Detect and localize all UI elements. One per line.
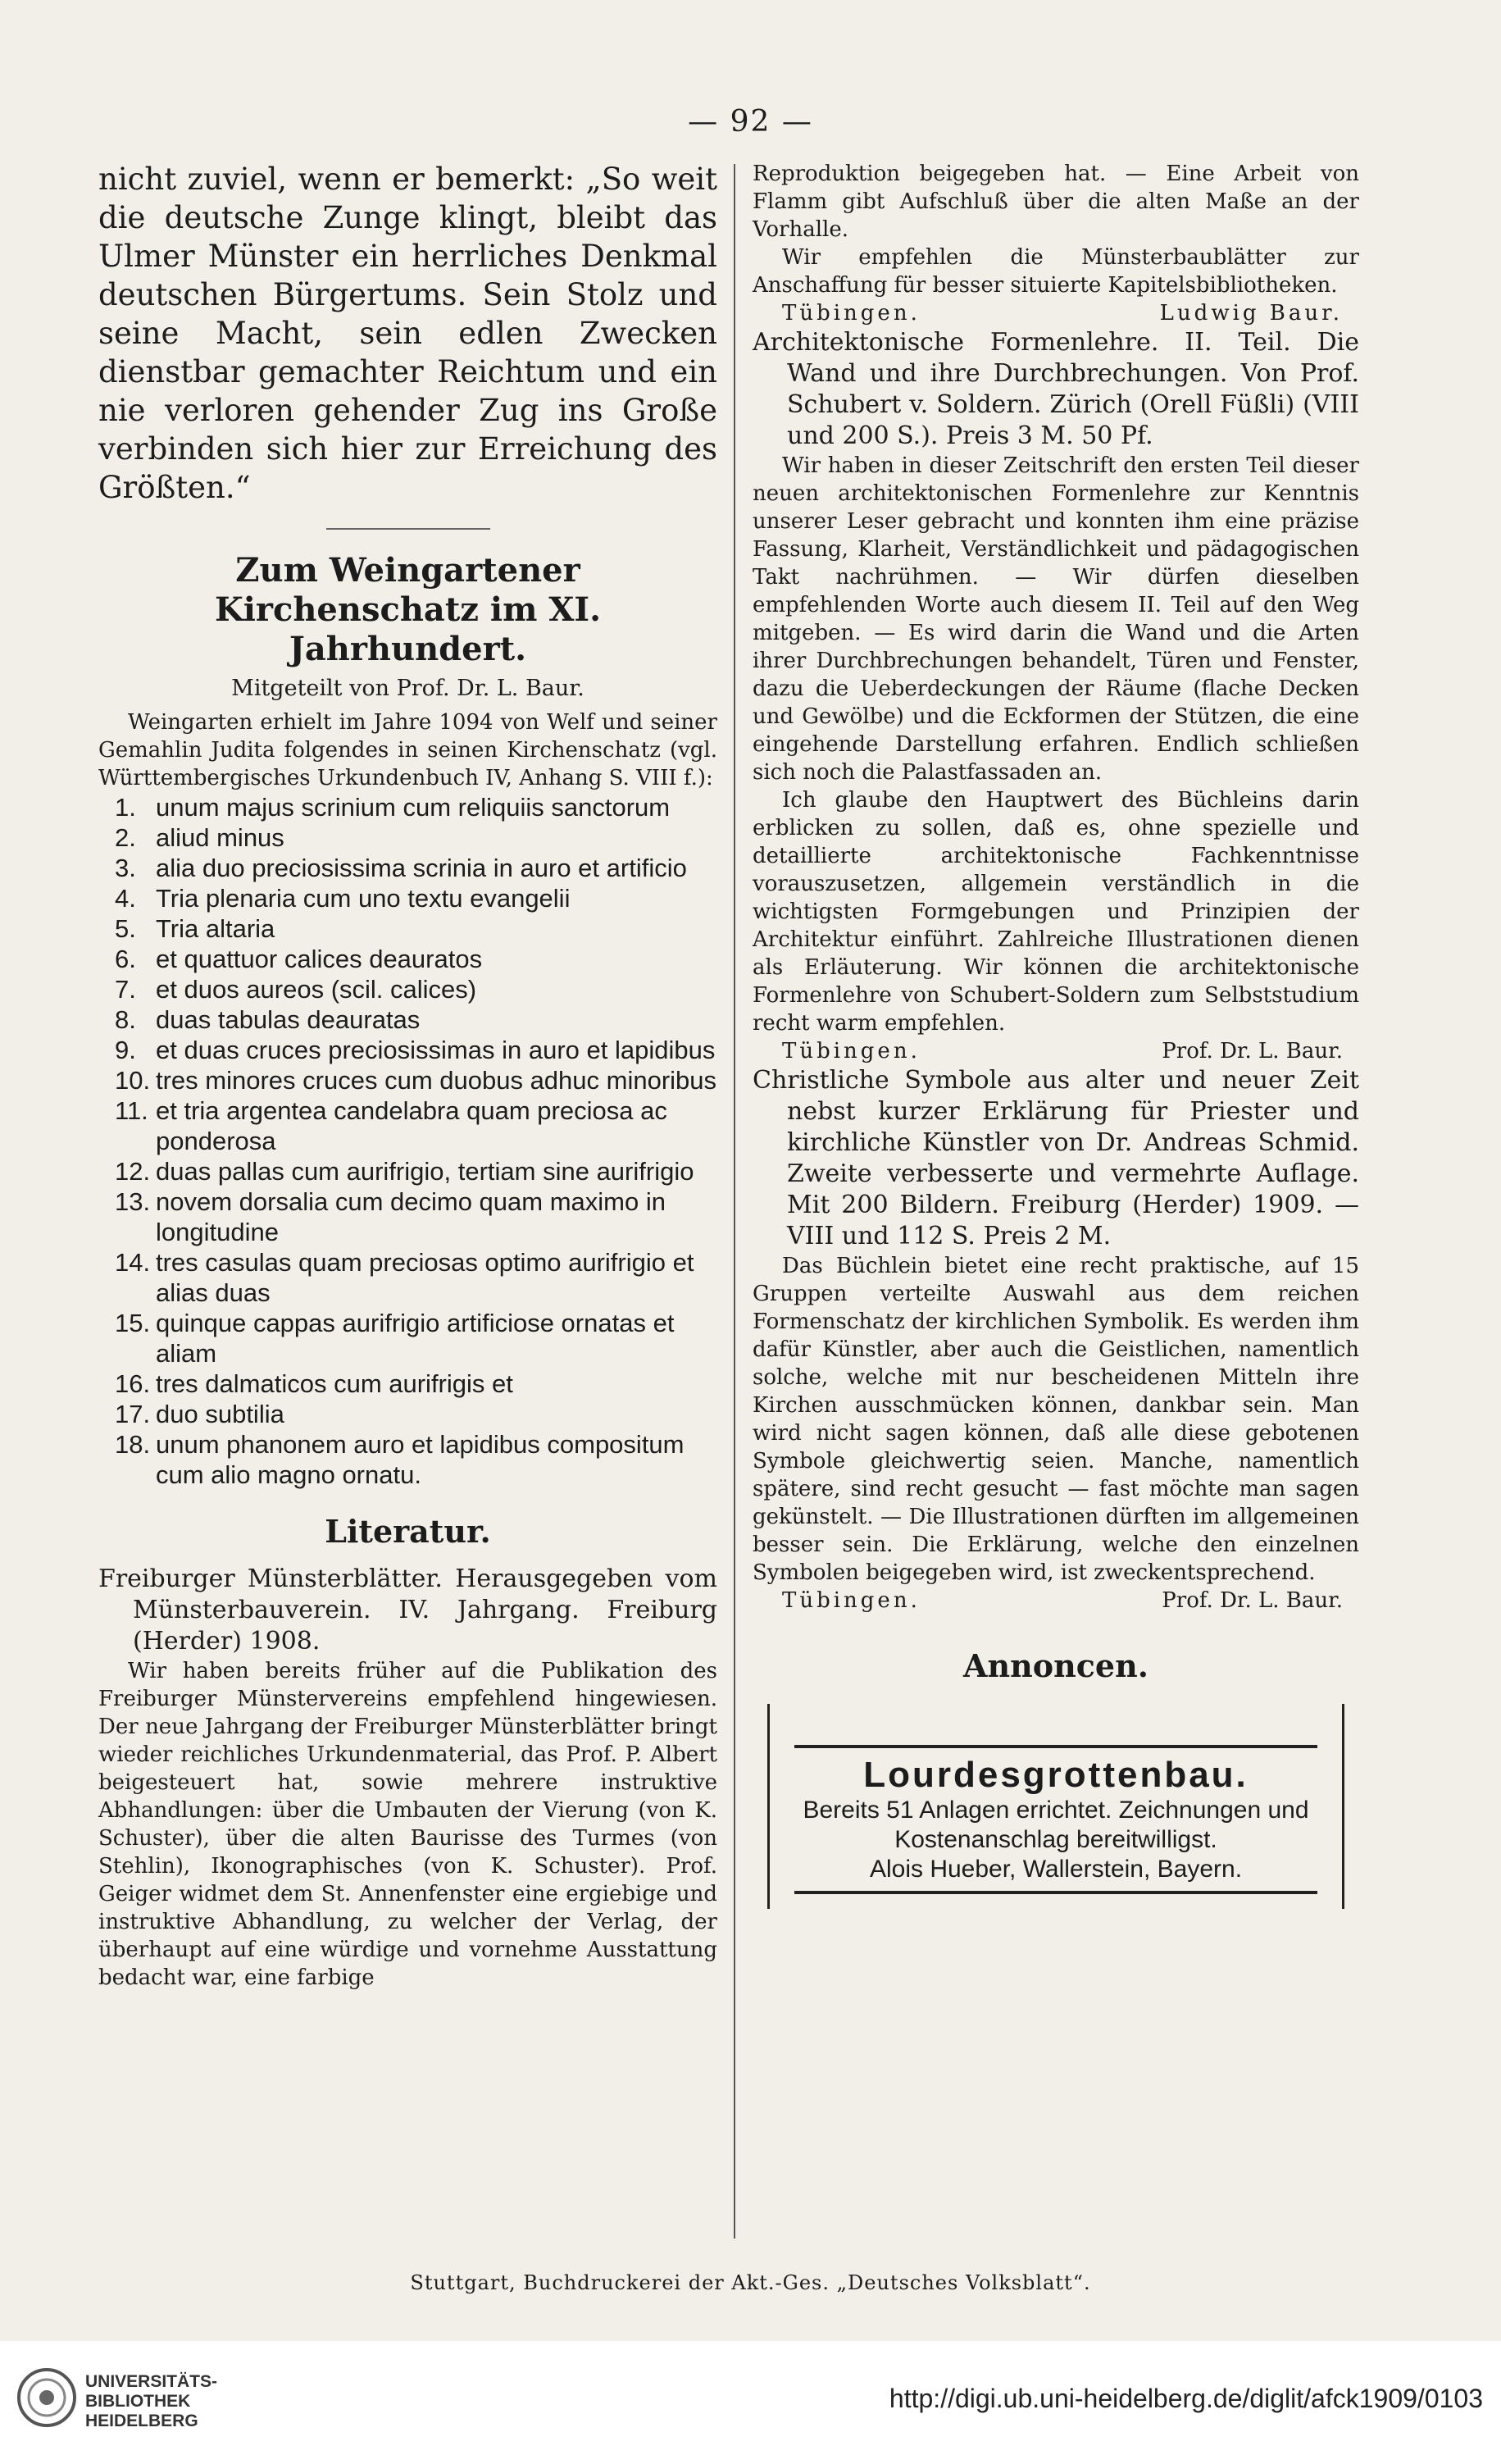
list-item-text: et quattuor calices deauratos [156, 945, 483, 973]
list-item-text: et duos aureos (scil. calices) [156, 975, 477, 1004]
ads-heading: Annoncen. [963, 1647, 1148, 1684]
list-item-number: 4. [115, 884, 136, 913]
review-body: Wir haben bereits früher auf die Publikation des Freiburger Münstervereins empfehlend hingewiesen. Der neue Jahrgang der Freiburger Münsterblätter bringt wieder reichliches Urkundenmaterial, das Prof. P. Albert beigesteuert hat, sowie mehrere instruktive Abhandlungen: über die Umbauten der Vierung (von K. Schuster), über die alten Baurisse des Turmes (von Stehlin), Ikonographisches (von K. Schuster). Prof. Geiger widmet dem St. Annenfenster eine ergiebige und instruktive Abhandlung, zu welcher der Verlag, der überhaupt auf eine würdige und vornehme Ausstattung bedacht war, eine farbige [98, 1659, 717, 1990]
list-item-number: 15. [115, 1309, 151, 1337]
list-item [98, 1095, 717, 1156]
article-title: Zum Weingartener Kirchenschatz im XI. Jahrhundert. [214, 551, 602, 668]
list-item-number: 12. [115, 1157, 151, 1186]
signature-name: Ludwig Baur. [1159, 301, 1343, 326]
list-item-text: duas tabulas deauratas [156, 1005, 421, 1034]
list-item-text: Tria altaria [156, 914, 275, 943]
list-item [98, 974, 717, 1004]
library-bar [0, 2341, 1501, 2464]
list-item-text: tres casulas quam preciosas optimo aurifrigio et alias duas [156, 1248, 694, 1307]
list-item [98, 1186, 717, 1247]
list-item [98, 883, 717, 913]
list-item [98, 1308, 717, 1369]
advertisement-content [794, 1745, 1317, 1894]
list-item [98, 853, 717, 883]
review-signature [753, 299, 1359, 327]
column-rule [734, 164, 735, 2239]
list-item [98, 913, 717, 944]
list-item-number: 14. [115, 1248, 151, 1277]
list-item [98, 1429, 717, 1490]
list-item-number: 11. [115, 1096, 148, 1125]
university-seal-icon [16, 2367, 77, 2428]
review-heading: Architektonische Formenlehre. II. Teil. Die Wand und ihre Durchbrechungen. Von Prof. Schubert v. Soldern. Zürich (Orell Füßli) (VIII und 200 S.). Preis 3 M. 50 Pf. [753, 328, 1359, 450]
right-column [753, 160, 1359, 1909]
list-item-number: 6. [115, 945, 136, 973]
list-item-number: 5. [115, 914, 136, 943]
list-item [98, 822, 717, 853]
literature-heading: Literatur. [325, 1513, 491, 1550]
signature-place: Tübingen. [782, 301, 921, 326]
list-item-number: 17. [115, 1400, 151, 1428]
list-item [98, 1156, 717, 1186]
list-item-text: novem dorsalia cum decimo quam maximo in longitudine [156, 1187, 666, 1246]
list-item-number: 16. [115, 1369, 151, 1398]
left-column [98, 160, 717, 1992]
list-item-text: quinque cappas aurifrigio artificiose ornatas et aliam [156, 1309, 675, 1368]
list-item [98, 1247, 717, 1308]
advertiser-address: Alois Hueber, Wallerstein, Bayern. [869, 1856, 1243, 1883]
list-item-number: 7. [115, 975, 136, 1004]
review-heading: Christliche Symbole aus alter und neuer Zeit nebst kurzer Erklärung für Priester und kirchliche Künstler von Dr. Andreas Schmid. Zweite verbesserte und vermehrte Auflage. Mit 200 Bildern. Freiburg (Herder) 1909. — VIII und 112 S. Preis 2 M. [753, 1066, 1359, 1250]
list-item-number: 8. [115, 1005, 136, 1034]
list-item [98, 1065, 717, 1095]
list-item-number: 2. [115, 823, 136, 852]
treasure-list [98, 792, 717, 1490]
review-signature [753, 1037, 1359, 1065]
list-item [98, 792, 717, 822]
review-heading: Freiburger Münsterblätter. Herausgegeben vom Münsterbauverein. IV. Jahrgang. Freiburg (Herder) 1908. [98, 1564, 717, 1656]
list-item [98, 1399, 717, 1429]
list-item-text: tres minores cruces cum duobus adhuc minoribus [156, 1066, 717, 1095]
list-item-text: Tria plenaria cum uno textu evangelii [156, 884, 571, 913]
list-item-text: unum phanonem auro et lapidibus compositum cum alio magno ornatu. [156, 1430, 685, 1489]
section-divider [326, 528, 490, 530]
review-body: Ich glaube den Hauptwert des Büchleins darin erblicken zu sollen, daß es, ohne spezielle und detaillierte architektonische Fachkenntnisse vorauszusetzen, allgemein verständlich in die wichtigsten Formgebungen und Prinzipien der Architektur einführt. Zahlreiche Illustrationen dienen als Erläuterung. Wir können die architektonische Formenlehre von Schubert-Soldern zum Selbststudium recht warm empfehlen. [753, 788, 1359, 1036]
list-item [98, 944, 717, 974]
list-item-text: duo subtilia [156, 1400, 284, 1428]
signature-place: Tübingen. [782, 1588, 921, 1613]
advertiser-name: Lourdesgrottenbau. [863, 1755, 1249, 1795]
list-item [98, 1004, 717, 1035]
list-item-text: alia duo preciosissima scrinia in auro et artificio [156, 854, 687, 882]
review-body: Wir haben in dieser Zeitschrift den ersten Teil dieser neuen architektonischen Formenlehre zur Kenntnis unserer Leser gebracht und konnten ihm eine präzise Fassung, Klarheit, Verständlichkeit und pädagogischen Takt nachrühmen. — Wir dürfen dieselben empfehlenden Worte auch diesem II. Teil auf den Weg mitgeben. — Es wird darin die Wand und die Arten ihrer Durchbrechungen behandelt, Türen und Fenster, dazu die Ueberdeckungen der Räume (flache Decken und Gewölbe) und die Eckformen der Stützen, die eine eingehende Darstellung erfahren. Endlich schließen sich noch die Palastfassaden an. [753, 453, 1359, 785]
source-url[interactable]: http://digi.ub.uni-heidelberg.de/diglit/afck1909/0103 [889, 2384, 1483, 2413]
list-item-text: et tria argentea candelabra quam preciosa ac ponderosa [156, 1096, 667, 1155]
review-signature [753, 1587, 1359, 1615]
review-body: Das Büchlein bietet eine recht praktische, auf 15 Gruppen verteilte Auswahl aus dem reichen Formenschatz der kirchlichen Symbolik. Es werden ihm dafür Künstler, aber auch die Geistlichen, namentlich solche, welche mit nur bescheidenen Mitteln ihre Kirchen ausschmücken können, dankbar sein. Man wird nicht sagen können, daß alle diese gebotenen Symbole gleichwertig seien. Manche, namentlich spätere, sind recht gesucht — fast möchte man sagen gekünstelt. — Die Illustrationen dürften im allgemeinen besser sein. Die Erklärung, welche den einzelnen Symbolen beigegeben wird, ist zweckentsprechend. [753, 1254, 1359, 1585]
list-item-text: unum majus scrinium cum reliquiis sanctorum [156, 793, 671, 822]
library-name: UNIVERSITÄTS- BIBLIOTHEK HEIDELBERG [85, 2372, 218, 2430]
signature-name: Prof. Dr. L. Baur. [1162, 1588, 1343, 1613]
advertisement-text: Bereits 51 Anlagen errichtet. Zeichnungen und Kostenanschlag bereitwilligst. [803, 1797, 1309, 1853]
list-item-number: 10. [115, 1066, 151, 1095]
intro-paragraph: nicht zuviel, wenn er bemerkt: „So weit die deutsche Zunge klingt, bleibt das Ulmer Münster ein herrliches Denkmal deutschen Bürgertums. Sein Stolz und seine Macht, sein edlen Zwecken dienstbar gemachter Reichtum und ein nie verloren gehender Zug ins Große verbinden sich hier zur Erreichung des Größten.“ [98, 162, 717, 505]
review-recommendation: Wir empfehlen die Münsterbaublätter zur Anschaffung für besser situierte Kapitelsbibliotheken. [753, 245, 1359, 298]
article-byline: Mitgeteilt von Prof. Dr. L. Baur. [231, 676, 584, 701]
list-item-text: tres dalmaticos cum aurifrigis et [156, 1369, 513, 1398]
list-item-number: 9. [115, 1036, 136, 1064]
article-intro: Weingarten erhielt im Jahre 1094 von Welf und seiner Gemahlin Judita folgendes in seinen Kirchenschatz (vgl. Württembergisches Urkundenbuch IV, Anhang S. VIII f.): [98, 710, 717, 790]
list-item-number: 1. [115, 793, 136, 822]
list-item-text: et duas cruces preciosissimas in auro et lapidibus [156, 1036, 716, 1064]
list-item-number: 3. [115, 854, 136, 882]
advertisement [767, 1704, 1344, 1909]
list-item-number: 13. [115, 1187, 151, 1216]
list-item [98, 1035, 717, 1065]
page-number: — 92 — [688, 105, 813, 139]
printer-footer: Stuttgart, Buchdruckerei der Akt.-Ges. „Deutsches Volksblatt“. [410, 2271, 1091, 2294]
review-continuation: Reproduktion beigegeben hat. — Eine Arbeit von Flamm gibt Aufschluß über die alten Maße an der Vorhalle. [753, 162, 1359, 242]
list-item [98, 1369, 717, 1399]
signature-name: Prof. Dr. L. Baur. [1162, 1039, 1343, 1063]
list-item-number: 18. [115, 1430, 151, 1459]
signature-place: Tübingen. [782, 1039, 921, 1063]
list-item-text: aliud minus [156, 823, 284, 852]
list-item-text: duas pallas cum aurifrigio, tertiam sine aurifrigio [156, 1157, 694, 1186]
